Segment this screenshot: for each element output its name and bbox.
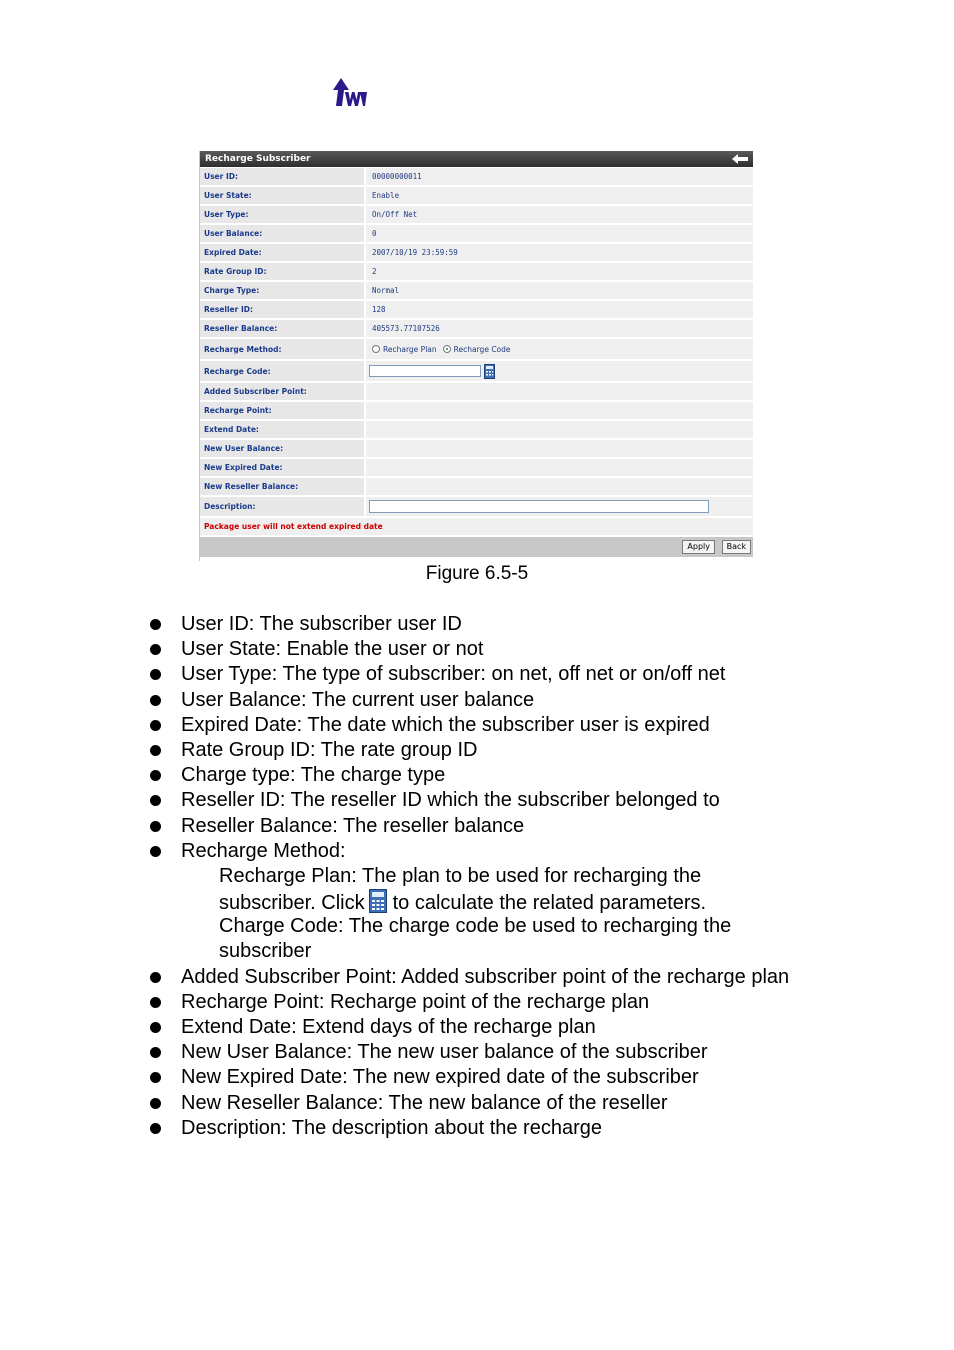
recharge-code-input[interactable] bbox=[369, 365, 481, 377]
row-reseller-balance bbox=[200, 320, 753, 337]
sub-item: subscriber bbox=[219, 940, 312, 963]
field-label: Recharge Point: bbox=[200, 402, 364, 419]
recharge-method-options bbox=[366, 339, 753, 359]
warning-message: Package user will not extend expired date bbox=[200, 518, 753, 535]
field-label: Expired Date: bbox=[200, 244, 364, 261]
list-item: Recharge Point: Recharge point of the recharge plan bbox=[150, 990, 830, 1015]
list-item-text: Recharge Method: bbox=[181, 839, 346, 862]
list-item: New Expired Date: The new expired date of the subscriber bbox=[150, 1065, 830, 1090]
list-item: Reseller ID: The reseller ID which the subscriber belonged to bbox=[150, 788, 830, 813]
field-value: 2 bbox=[366, 263, 753, 280]
field-label: User State: bbox=[200, 187, 364, 204]
row-user-id bbox=[200, 168, 753, 185]
field-label: User Type: bbox=[200, 206, 364, 223]
field-label: User ID: bbox=[200, 168, 364, 185]
field-label: Charge Type: bbox=[200, 282, 364, 299]
figure-caption: Figure 6.5-5 bbox=[425, 563, 529, 584]
field-value bbox=[366, 383, 753, 400]
back-button[interactable]: Back bbox=[722, 540, 751, 554]
list-item: Charge type: The charge type bbox=[150, 763, 830, 788]
radio-recharge-code[interactable] bbox=[443, 345, 451, 353]
field-label: New Reseller Balance: bbox=[200, 478, 364, 495]
field-label: User Balance: bbox=[200, 225, 364, 242]
list-item: Extend Date: Extend days of the recharge plan bbox=[150, 1015, 830, 1040]
row-charge-type bbox=[200, 282, 753, 299]
sub-item-text: subscriber. Click bbox=[219, 892, 365, 915]
row-extend-date bbox=[200, 421, 753, 438]
back-arrow-icon[interactable] bbox=[731, 153, 749, 165]
field-label: Description: bbox=[200, 497, 364, 516]
field-value bbox=[366, 440, 753, 457]
recharge-subscriber-panel bbox=[199, 151, 753, 561]
field-value: 405573.77107526 bbox=[366, 320, 753, 337]
list-item: Description: The description about the recharge bbox=[150, 1116, 830, 1141]
field-description-list bbox=[150, 612, 830, 1141]
field-value bbox=[366, 459, 753, 476]
list-item: Reseller Balance: The reseller balance bbox=[150, 814, 830, 839]
list-item: Added Subscriber Point: Added subscriber point of the recharge plan bbox=[150, 965, 821, 990]
field-value: 0 bbox=[366, 225, 753, 242]
field-label: New Expired Date: bbox=[200, 459, 364, 476]
field-label: Added Subscriber Point: bbox=[200, 383, 364, 400]
radio-label-recharge-code: Recharge Code bbox=[453, 344, 511, 354]
field-label: Recharge Code: bbox=[200, 361, 364, 381]
field-value: 2007/10/19 23:59:59 bbox=[366, 244, 753, 261]
recharge-code-cell bbox=[366, 361, 753, 381]
list-item: New Reseller Balance: The new balance of the reseller bbox=[150, 1091, 830, 1116]
row-new-reseller-balance bbox=[200, 478, 753, 495]
row-user-balance bbox=[200, 225, 753, 242]
row-expired-date bbox=[200, 244, 753, 261]
row-rate-group-id bbox=[200, 263, 753, 280]
panel-title: Recharge Subscriber bbox=[205, 154, 311, 164]
company-logo-icon bbox=[331, 78, 367, 108]
list-item: Rate Group ID: The rate group ID bbox=[150, 738, 830, 763]
field-label: New User Balance: bbox=[200, 440, 364, 457]
radio-recharge-plan[interactable] bbox=[372, 345, 380, 353]
field-label: Rate Group ID: bbox=[200, 263, 364, 280]
radio-label-recharge-plan: Recharge Plan bbox=[383, 344, 437, 354]
list-item: User State: Enable the user or not bbox=[150, 637, 830, 662]
list-item: User ID: The subscriber user ID bbox=[150, 612, 830, 637]
row-user-state bbox=[200, 187, 753, 204]
row-added-subscriber-point bbox=[200, 383, 753, 400]
field-label: Recharge Method: bbox=[200, 339, 364, 359]
list-item: Expired Date: The date which the subscriber user is expired bbox=[150, 713, 830, 738]
panel-header bbox=[200, 151, 753, 167]
field-label: Reseller ID: bbox=[200, 301, 364, 318]
sub-item: Recharge Plan: The plan to be used for recharging the bbox=[219, 865, 702, 888]
apply-button[interactable]: Apply bbox=[682, 540, 715, 554]
row-reseller-id bbox=[200, 301, 753, 318]
field-label: Extend Date: bbox=[200, 421, 364, 438]
sub-item-text: to calculate the related parameters. bbox=[392, 892, 707, 915]
field-value bbox=[366, 478, 753, 495]
row-new-expired-date bbox=[200, 459, 753, 476]
panel-footer bbox=[200, 537, 753, 557]
calculator-icon bbox=[369, 889, 387, 913]
row-recharge-code bbox=[200, 361, 753, 381]
field-value: On/Off Net bbox=[366, 206, 753, 223]
calculator-icon[interactable] bbox=[484, 364, 495, 379]
row-description bbox=[200, 497, 753, 516]
field-value: 128 bbox=[366, 301, 753, 318]
row-new-user-balance bbox=[200, 440, 753, 457]
list-item: User Balance: The current user balance bbox=[150, 688, 830, 713]
list-item: New User Balance: The new user balance of the subscriber bbox=[150, 1040, 830, 1065]
row-recharge-point bbox=[200, 402, 753, 419]
description-cell bbox=[366, 497, 753, 516]
field-label: Reseller Balance: bbox=[200, 320, 364, 337]
list-item: User Type: The type of subscriber: on net, off net or on/off net bbox=[150, 662, 830, 687]
field-value: 00000000011 bbox=[366, 168, 753, 185]
list-item-recharge-method bbox=[150, 839, 830, 965]
row-user-type bbox=[200, 206, 753, 223]
field-value bbox=[366, 421, 753, 438]
field-value: Enable bbox=[366, 187, 753, 204]
field-value: Normal bbox=[366, 282, 753, 299]
field-value bbox=[366, 402, 753, 419]
sub-item: Charge Code: The charge code be used to recharging the bbox=[219, 915, 732, 938]
description-input[interactable] bbox=[369, 500, 709, 513]
row-recharge-method bbox=[200, 339, 753, 359]
